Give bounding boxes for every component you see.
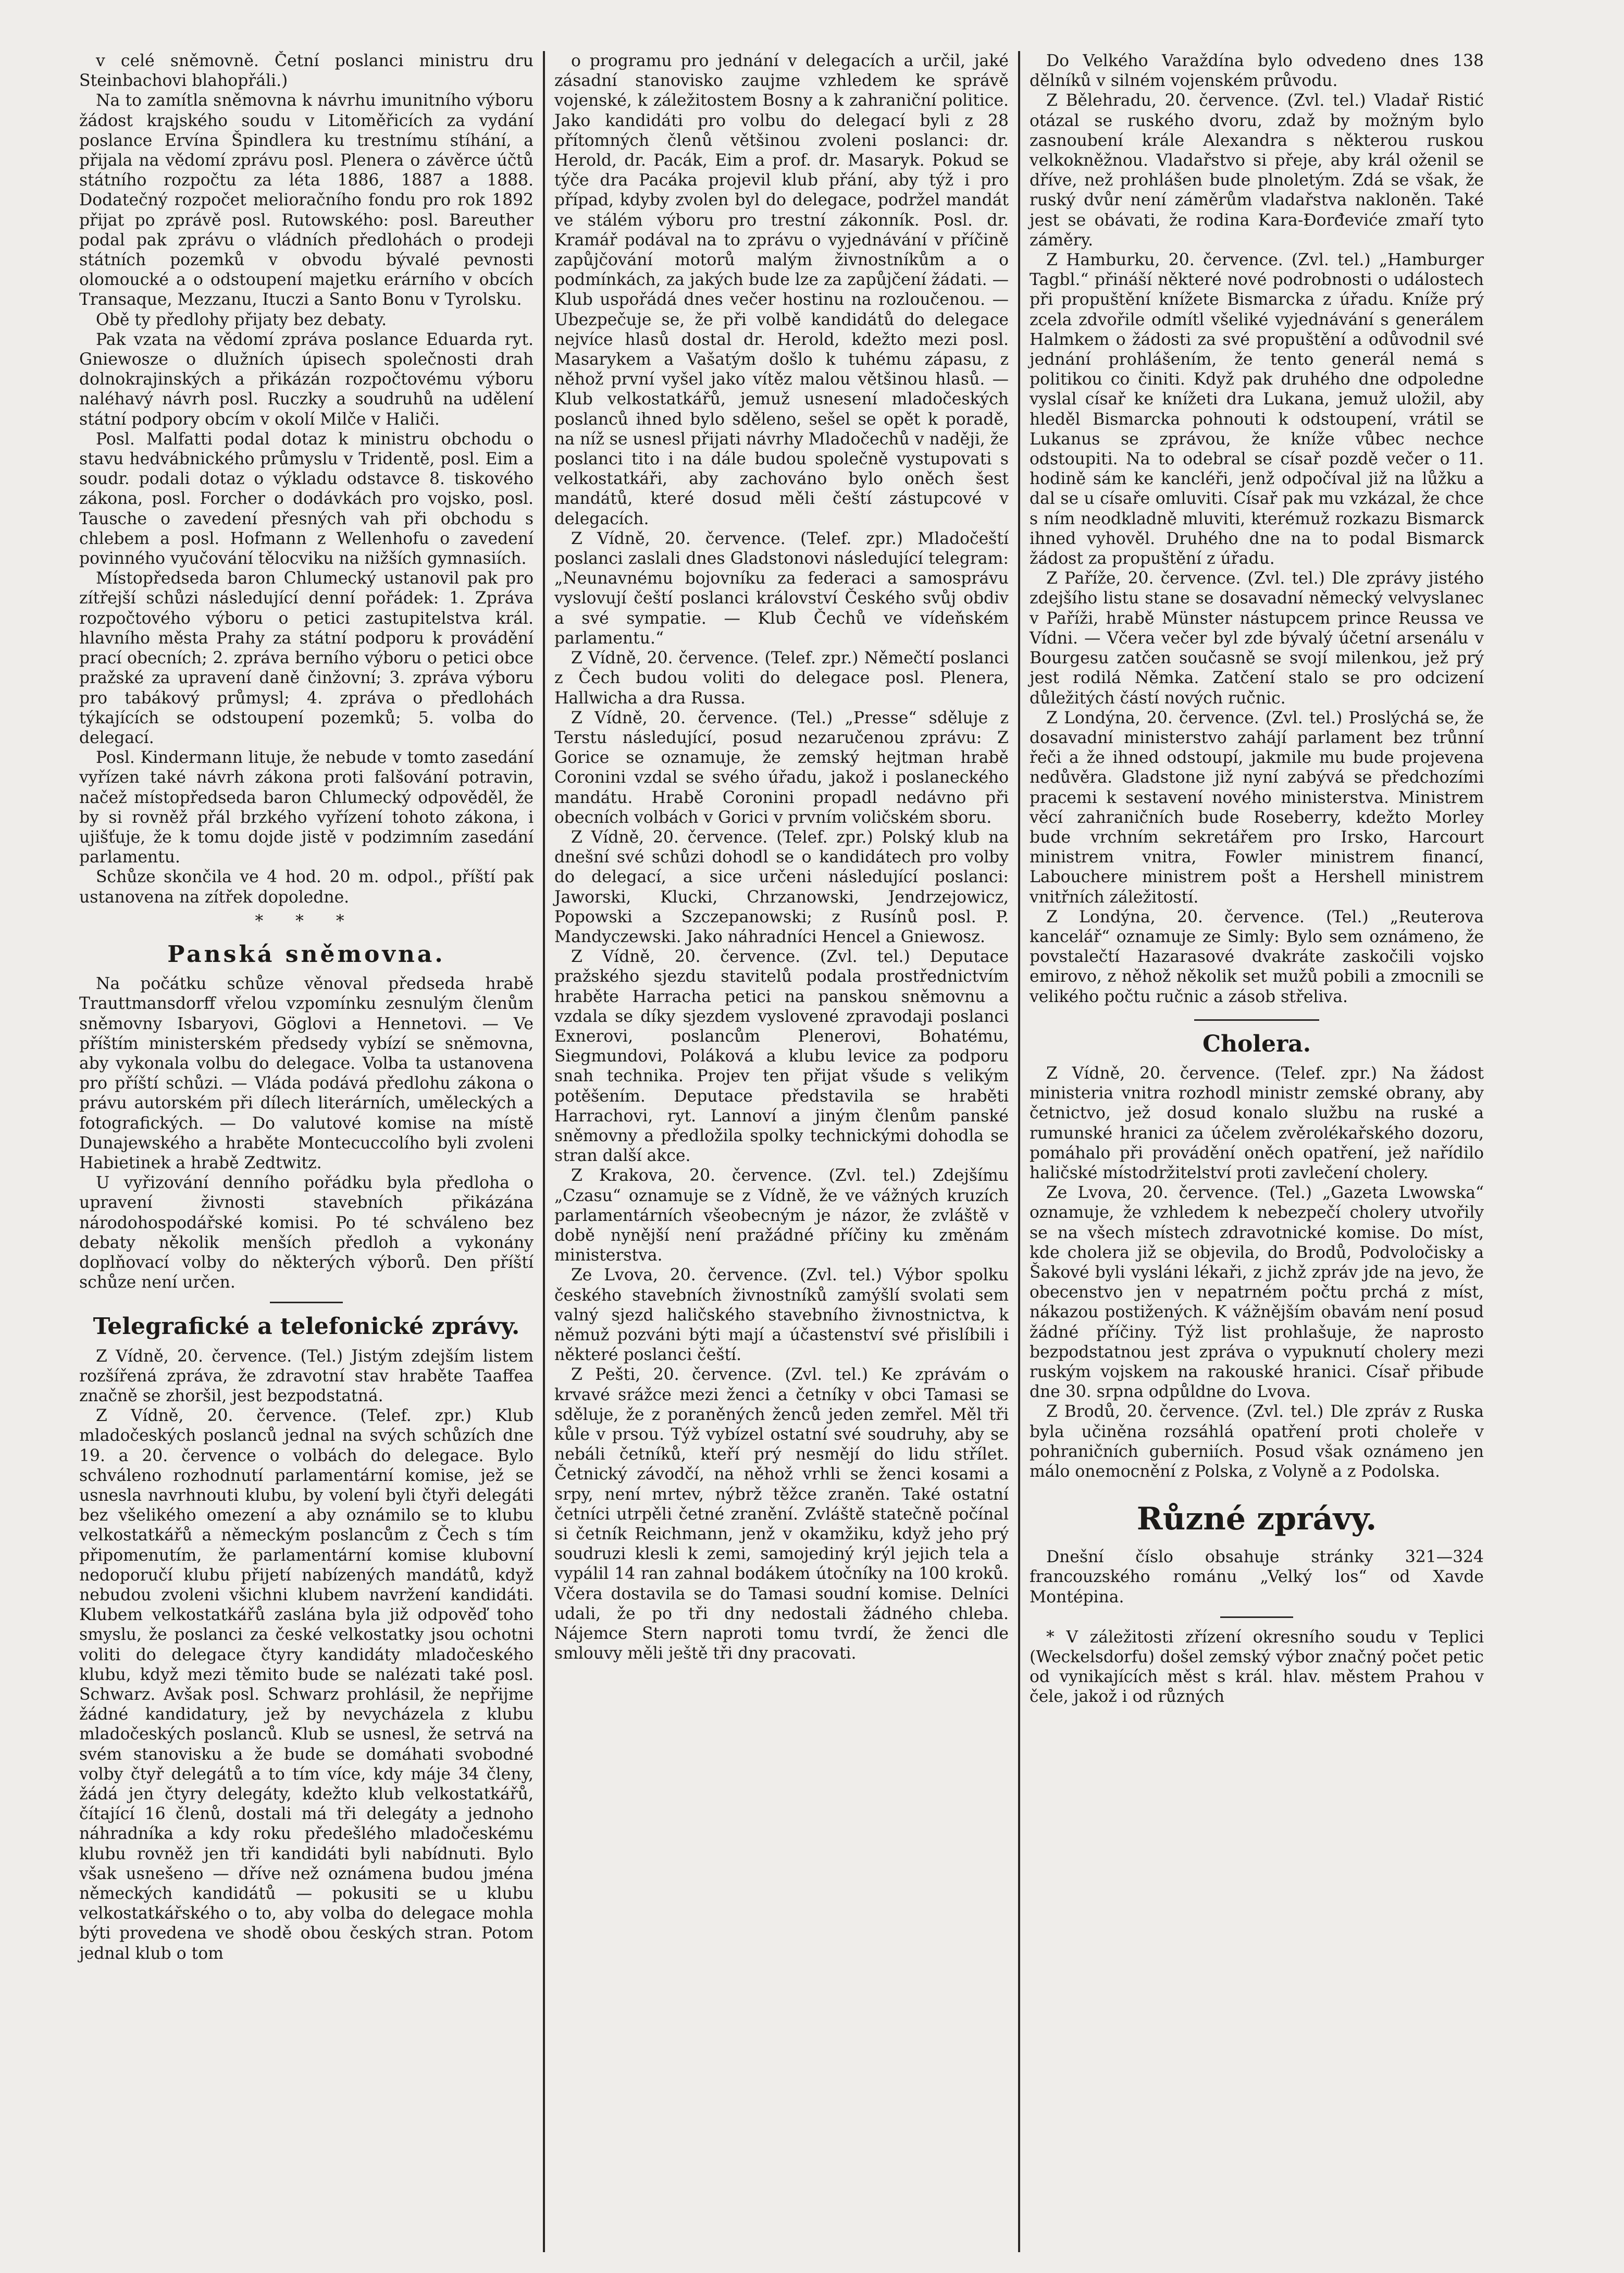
article-paragraph: Posl. Malfatti podal dotaz k ministru obchodu o stavu hedvábnického průmyslu v Tridentě, posl. Eim a soudr. podali dotaz o výkladu odstavce 8. tiskového zákona, posl. Forcher o dodávkách pro vojsko, posl. Tausche o zavedení přesných vah při obchodu s chlebem a posl. Hofmann z Wellenhofu o zavedení povinného vyučování tělocviku na nižších gymnasiích. (79, 429, 534, 569)
article-paragraph: * V záležitosti zřízení okresního soudu v Teplici (Weckelsdorfu) došel zemský výbor značný počet petic od vynikajících měst s král. hlav. městem Prahou v čele, jakož i od různých (1030, 1627, 1484, 1707)
article-paragraph: U vyřizování denního pořádku byla předloha o upravení živnosti stavebních přikázána národohospodářské komisi. Po té schváleno bez debaty několik menších předloh a vykonány doplňovací volby do některých výborů. Den příští schůze není určen. (79, 1173, 534, 1292)
article-paragraph: Z Vídně, 20. července. (Telef. zpr.) Polský klub na dnešní své schůzi dohodl se o kandidátech pro volby do delegací, a sice určeni následující poslanci: Jaworski, Klucki, Chrzanowski, Jendrzejowicz, Popowski a Szczepanowski; z Rusínů posl. P. Mandyczewski. Jako náhradníci Hencel a Gniewosz. (554, 827, 1009, 946)
article-paragraph: Z Krakova, 20. července. (Zvl. tel.) Zdejšímu „Czasu“ oznamuje se z Vídně, že ve vážných kruzích parlamentárních všeobecným je názor, že zvláště v době nynější není pražádné příčiny ku změnám ministerstva. (554, 1166, 1009, 1265)
column-rule (1018, 51, 1020, 2252)
divider (1194, 1019, 1319, 1021)
article-paragraph: Z Vídně, 20. července. (Telef. zpr.) Na žádost ministeria vnitra rozhodl ministr zemské obrany, aby četnictvo, jež dosud konalo službu na ruské a rumunské hranici za účelem zvěrolékařského dozoru, pomáhalo při provádění oněch opatření, jež nařídilo haličské místodržitelství proti zavlečení cholery. (1030, 1064, 1484, 1182)
section-title-panska-snemovna: Panská sněmovna. (167, 941, 445, 968)
article-paragraph: Z Vídně, 20. července. (Zvl. tel.) Deputace pražského sjezdu stavitelů podala prostřednictvím hraběte Harracha petici na panskou sněmovnu a vzdala se díky sjezdem vyslovené zpravodaji poslanci Exnerovi, poslancům Plenerovi, Bohatému, Siegmundovi, Poláková a klubu levice za podporu snah technika. Projev ten přijat všude s velikým potěšením. Deputace představila se hraběti Harrachovi, ryt. Lannoví a jiným členům panské sněmovny a předložila spolky technickými dohodla se stran další akce. (554, 947, 1009, 1166)
column-rule (543, 51, 545, 2252)
section-title-cholera: Cholera. (1202, 1030, 1311, 1057)
article-paragraph: Z Vídně, 20. července. (Telef. zpr.) Němečtí poslanci z Čech budou voliti do delegace posl. Plenera, Hallwicha a dra Russa. (554, 649, 1009, 708)
article-paragraph: Pak vzata na vědomí zpráva poslance Eduarda ryt. Gniewosze o dlužních úpisech společnosti drah dolnokrajinských a přikázán rozpočtovému výboru naléhavý návrh posl. Ruczky a soudruhů na udělení státní podpory obcím v okolí Milče v Haliči. (79, 330, 534, 429)
article-paragraph: Místopředseda baron Chlumecký ustanovil pak pro zítřejší schůzi následující denní pořádek: 1. Zpráva rozpočtového výboru o petici zastupitelstva král. hlavního města Prahy za státní podporu k provádění prací obecních; 2. zpráva berního výboru o petici obce pražské za upravení daně činžovní; 3. zpráva výboru pro tabákový průmysl; 4. zpráva o předlohách týkajících se odstoupení pozemků; 5. volba do delegací. (79, 569, 534, 747)
section-title-telegraph: Telegrafické a telefonické zprávy. (93, 1313, 520, 1340)
divider (270, 1302, 343, 1303)
article-paragraph: Z Londýna, 20. července. (Tel.) „Reuterova kancelář“ oznamuje ze Simly: Bylo sem oznámeno, že povstalečtí Hazarasové dvakráte zaskočili vojsko emirovo, z něhož několik set mužů pobili a zmocnili se velikého počtu ručnic a zásob střeliva. (1030, 907, 1484, 1006)
article-paragraph: Z Brodů, 20. července. (Zvl. tel.) Dle zpráv z Ruska byla učiněna rozsáhlá opatření proti choleře v pohraničních guberniích. Posud však oznámeno jen málo onemocnění z Polska, z Volyně a z Podolska. (1030, 1402, 1484, 1481)
section-ornament: * * * (255, 911, 358, 931)
article-paragraph: Z Vídně, 20. července. (Tel.) Jistým zdejším listem rozšířená zpráva, že zdravotní stav hraběte Taaffea značně se zhoršil, jest bezpodstatná. (79, 1346, 534, 1405)
article-paragraph: Z Londýna, 20. července. (Zvl. tel.) Proslýchá se, že dosavadní ministerstvo zahájí parlament bez trůnní řeči a že ihned odstoupí, jakmile mu bude projevena nedůvěra. Gladstone již nyní zabývá se předchozími pracemi k sestavení nového ministerstva. Ministrem věcí zahraničních bude Roseberry, kdežto Morley bude vrchním sekretářem pro Irsko, Harcourt ministrem vnitra, Fowler ministrem financí, Labouchere ministrem pošt a Hershell ministrem vnitřních záležitostí. (1030, 708, 1484, 907)
article-paragraph: Z Hamburku, 20. července. (Zvl. tel.) „Hamburger Tagbl.“ přináší některé nové podrobnosti o událostech při propuštění knížete Bismarcka z úřadu. Kníže prý zcela zdvořile odmítl všeliké vyjednávání s generálem Halmkem o žádosti za své propuštění a odůvodnil své jednání prohlášením, že tento generál nemá s politikou co činiti. Když pak druhého dne odpoledne vyslal císař ke knížeti dra Lukana, jemuž uložil, aby hleděl Bismarcka pohnouti k odstoupení, vrátil se Lukanus se zprávou, že kníže vůbec nechce odstoupiti. Na to odebral se císař pozdě večer o 11. hodině sám ke kancléři, jenž odpočíval již na lůžku a dal se u císaře omluviti. Císař pak mu vzkázal, že chce s ním neodkladně mluviti, kterémuž rozkazu Bismarck ihned vyhověl. Druhého dne na to podal Bismarck žádost za propuštění z úřadu. (1030, 251, 1484, 569)
article-paragraph: Schůze skončila ve 4 hod. 20 m. odpol., příští pak ustanovena na zítřek dopoledne. (79, 868, 534, 907)
columns (73, 51, 1603, 2252)
article-paragraph: Z Bělehradu, 20. července. (Zvl. tel.) Vladař Ristić otázal se ruského dvoru, zdaž by možným bylo zasnoubení krále Alexandra s některou ruskou velkokněžnou. Vladařstvo si přeje, aby král oženil se dříve, než prohlášen bude plnoletým. Zdá se však, že ruský dvůr není záměrům vladařstva nakloněn. Také jest se obávati, že rodina Kara-Đorđeviće zmaří tyto záměry. (1030, 91, 1484, 250)
article-paragraph: o programu pro jednání v delegacích a určil, jaké zásadní stanovisko zaujme vzhledem ke správě vojenské, k záležitostem Bosny a k zahraniční politice. Jako kandidáti pro volbu do delegací byli z 28 přítomných členů většinou zvoleni poslanci: dr. Herold, dr. Pacák, Eim a prof. dr. Masaryk. Pokud se týče dra Pacáka projevil klub přání, aby týž i pro případ, kdyby zvolen byl do delegace, podržel mandát ve stálém výboru pro trestní zákonník. Posl. dr. Kramář podával na to zprávu o vyjednávání v příčině zapůjčování motorů malým živnostníkům a o podmínkách, za jakých bude lze za zapůjčení žádati. — Klub uspořádá dnes večer hostinu na rozloučenou. — Ubezpečuje se, že při volbě kandidátů do delegace nejvíce hlasů dostal dr. Herold, kdežto mezi posl. Masarykem a Vašatým došlo k tuhému zápasu, z něhož první vyšel jako vítěz malou většinou hlasů. — Klub velkostatkářů, jemuž usnesení mladočeských poslanců ihned bylo sděleno, sešel se opět k poradě, na níž se usnesl přijati návrhy Mladočechů v naději, že poslanci tito i na dále budou společně vystupovati s velkostatkáři, aby zachováno bylo oněch šest mandátů, které dosud měli čeští zástupcové v delegacích. (554, 52, 1009, 528)
article-paragraph: Z Vídně, 20. července. (Telef. zpr.) Klub mladočeských poslanců jednal na svých schůzích dne 19. a 20. července o volbách do delegace. Bylo schváleno rozhodnutí parlamentární komise, jež se usnesla navrhnouti klubu, by volení byli čtyři delegáti bez všelikého omezení a aby oznámilo se to klubu velkostatkářů a německým poslancům z Čech s tím připomenutím, že parlamentární komise klubovní nedoporučí klubu přijetí nabízených mandátů, když nebudou zvoleni všichni klubem navržení kandidáti. Klubem velkostatkářů zaslána byla již odpověď toho smyslu, že poslanci za české velkostatky jsou ochotni voliti do delegace čtyry kandidáty mladočeského klubu, když mezi těmito bude se nalézati také posl. Schwarz. Avšak posl. Schwarz prohlásil, že nepřijme žádné kandidatury, jež by nevycházela z klubu mladočeských poslanců. Klub se usnesl, že setrvá na svém stanovisku a že bude se domáhati svobodné volby čtyř delegátů a to tím více, kdy máje 34 členy, žádá jen čtyry delegáty, kdežto klub velkostatkářů, čítající 16 členů, dostali má tři delegáty a jednoho náhradníka a kdy roku předešlého mladočeskému klubu rovněž jen tři kandidáti byli nabídnuti. Bylo však usnešeno — dříve než oznámena budou jména německých kandidátů — pokusiti se u klubu velkostatkářského o to, aby volba do delegace mohla býti provedena ve shodě obou českých stran. Potom jednal klub o tom (79, 1406, 534, 1963)
divider (1220, 1616, 1293, 1618)
article-paragraph: Do Velkého Varaždína bylo odvedeno dnes 138 dělníků v silném vojenském průvodu. (1030, 52, 1484, 91)
article-paragraph: Z Paříže, 20. července. (Zvl. tel.) Dle zprávy jistého zdejšího listu stane se dosavadní německý velvyslanec v Paříži, hrabě Münster nástupcem prince Reussa ve Vídni. — Včera večer byl zde bývalý účetní arsenálu v Bourgesu zatčen současně se svojí milenkou, jež prý jest rodilá Němka. Zatčení stalo se pro odcizení důležitých částí nových ručnic. (1030, 569, 1484, 708)
article-paragraph: Z Pešti, 20. července. (Zvl. tel.) Ke zprávám o krvavé srážce mezi ženci a četníky v obci Tamasi se sděluje, že z poraněných ženců jeden zemřel. Měl tři kůle v prsou. Týž vybízel ostatní své soudruhy, aby se nebáli četníků, kteří prý nesmějí do lidu střílet. Četnický závodčí, na něhož vrhli se ženci kosami a srpy, není mrtev, nýbrž těžce zraněn. Také ostatní četníci utrpěli četné zranění. Zvláště statečně počínal si četník Reichmann, jenž v okamžiku, když jeho prý soudruzi klesli k zemi, samojediný krýl jejich tela a vypálil 14 ran zahnal bodákem útočníky na 100 kroků. Včera dostavila se do Tamasi soudní komise. Delníci udali, že po tři dny nedostali žádného chleba. Nájemce Stern naproti tomu tvrdí, že ženci dle smlouvy měli ještě tři dny pracovati. (554, 1365, 1009, 1663)
article-paragraph: Na to zamítla sněmovna k návrhu imunitního výboru žádost krajského soudu v Litoměřicích za vydání poslance Ervína Špindlera ku trestnímu stíhání, a přijala na vědomí zprávu posl. Plenera o závěrce účtů státního rozpočtu za léta 1886, 1887 a 1888. Dodatečný rozpočet melioračního fondu pro rok 1892 přijat po zprávě posl. Rutowského: posl. Bareuther podal pak zprávu o vládních předlohách o prodeji státních pozemků v obvodu bývalé pevnosti olomoucké a o odstoupení majetku erárního v obcích Transaque, Mezzanu, Ituczi a Santo Bonu v Tyrolsku. (79, 91, 534, 310)
article-paragraph: Obě ty předlohy přijaty bez debaty. (96, 310, 387, 329)
article-paragraph: Z Vídně, 20. července. (Tel.) „Presse“ sděluje z Terstu následující, posud nezaručenou zprávu: Z Gorice se oznamuje, že zemský hejtman hrabě Coronini vzdal se svého úřadu, jakož i poslaneckého mandátu. Hrabě Coronini propadl nedávno při obecních volbách v Gorici v prvním voličském sboru. (554, 708, 1009, 827)
article-paragraph: Z Vídně, 20. července. (Telef. zpr.) Mladočeští poslanci zaslali dnes Gladstonovi následující telegram: „Neunavnému bojovníku za federaci a samosprávu vyslovují čeští poslanci království Českého svůj obdiv a své sympatie. — Klub Čechů ve vídeňském parlamentu.“ (554, 529, 1009, 648)
article-paragraph: Na počátku schůze věnoval předseda hrabě Trauttmansdorff vřelou vzpomínku zesnulým členům sněmovny Isbaryovi, Göglovi a Hennetovi. — Ve příštím ministerském předsedy vybízí se sněmovna, aby vykonala volbu do delegace. Volba ta ustanovena pro příští schůzi. — Vláda podává předlohu zákona o právu autorském při dílech literárních, uměleckých a fotografických. — Do valutové komise na místě Dunajewského a hraběte Montecuccolího byli zvoleni Habietinek a hrabě Zedtwitz. (79, 974, 534, 1172)
column-1 (73, 51, 540, 2252)
article-paragraph: Ze Lvova, 20. července. (Zvl. tel.) Výbor spolku českého stavebních živnostníků zamýšlí svolati sem valný sjezd haličského stavebního živnostnictva, k němuž pozváni býti mají a účastenství své přislíbili i některé poslanci čeští. (554, 1266, 1009, 1365)
column-3 (1023, 51, 1490, 2252)
article-paragraph: Ze Lvova, 20. července. (Tel.) „Gazeta Lwowska“ oznamuje, že vzhledem k nebezpečí cholery utvořily se na všech místech zdravotnické komise. Do míst, kde cholera již se objevila, do Brodů, Podvoločisky a Šakové byli vysláni lékaři, z jichž zpráv jde na jevo, že obecenstvo jen v nepatrném počtu prchá z míst, nákazou postižených. K vážnějším obavám není posud žádné příčiny. Týž list prohlašuje, že naprosto bezpodstatnou jest zpráva o vypuknutí cholery mezi ruským vojskem na rakouské hranici. Císař přibude dne 30. srpna odpůldne do Lvova. (1030, 1183, 1484, 1402)
section-title-misc: Různé zprávy. (1136, 1501, 1377, 1538)
article-paragraph: v celé sněmovně. Četní poslanci ministru dru Steinbachovi blahopřáli.) (79, 52, 534, 91)
article-paragraph: Posl. Kindermann lituje, že nebude v tomto zasedání vyřízen také návrh zákona proti falšování potravin, načež místopředseda baron Chlumecký odpověděl, že by si rovněž přál brzkého vyřízení tohoto zákona, i ujišťuje, že k tomu dojde jistě v podzimním zasedání parlamentu. (79, 748, 534, 867)
column-2 (548, 51, 1015, 2252)
article-paragraph: Dnešní číslo obsahuje stránky 321—324 francouzského románu „Velký los“ od Xavde Montépina. (1030, 1548, 1484, 1607)
